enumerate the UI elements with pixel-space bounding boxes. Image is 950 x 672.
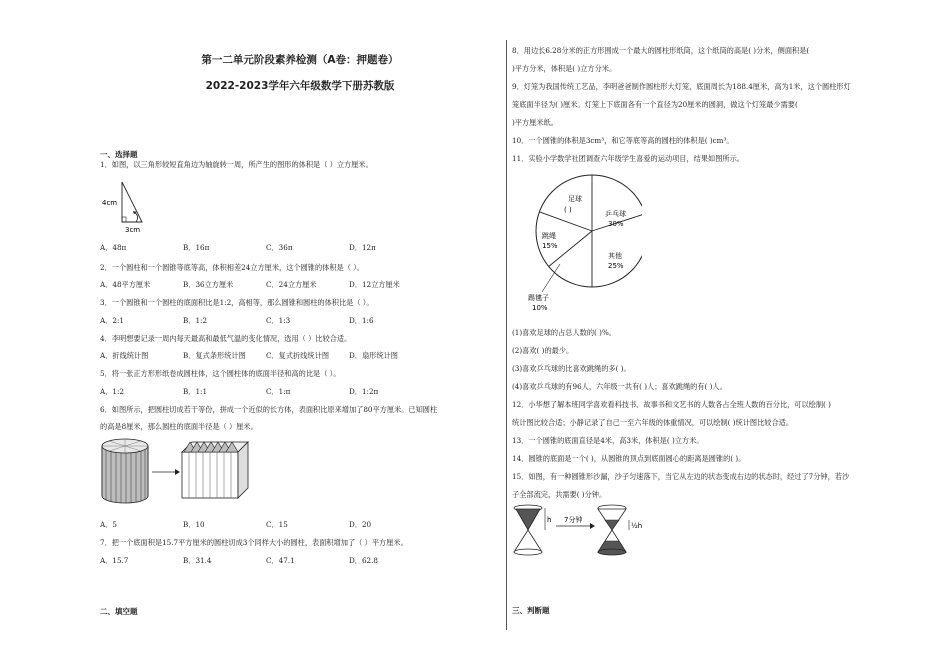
cylinder-cut-figure <box>100 436 250 508</box>
pie-pct-shuttlecock: 10% <box>532 304 548 312</box>
q2-option-b[interactable]: B．36立方厘米 <box>183 280 234 289</box>
pie-label-pingpong: 乒乓球 <box>605 210 626 218</box>
question-15-line-1: 15．如图，有一种圆锥形沙漏，沙子匀速落下，当它从左边的状态变成右边的状态时，经过了7分钟，若沙 <box>512 472 850 481</box>
q1-option-b[interactable]: B．16π <box>183 243 210 252</box>
exam-subtitle: 2022-2023学年六年级数学下册苏教版 <box>205 80 395 92</box>
hourglass-left <box>514 505 551 555</box>
question-11-part-1: (1)喜欢足球的占总人数的( )%。 <box>512 328 616 337</box>
q2-option-a[interactable]: A．48平方厘米 <box>100 280 151 289</box>
sliced-cylinder <box>102 439 148 503</box>
question-11: 11．实验小学数学社团调查六年级学生喜爱的运动项目，结果如图所示。 <box>512 154 744 163</box>
question-14: 14．圆锥的底面是一个( )，从圆锥的顶点到底面圆心的距离是圆锥的( )。 <box>512 454 746 463</box>
section-fill-blank: 二、填空题 <box>100 607 138 616</box>
q1-option-c[interactable]: C．36π <box>266 243 293 252</box>
q3-option-b[interactable]: B．1:2 <box>183 316 208 325</box>
pie-label-shuttlecock: 踢毽子 <box>528 294 549 302</box>
q6-option-c[interactable]: C．15 <box>266 520 288 529</box>
q4-option-d[interactable]: D．扇形统计图 <box>349 351 398 360</box>
question-7: 7．把一个底面积是15.7平方厘米的圆柱切成3个同样大小的圆柱，表面积增加了（ ）平方厘米。 <box>100 538 408 547</box>
q7-option-a[interactable]: A．15.7 <box>100 556 129 565</box>
section-choice: 一、选择题 <box>100 150 138 159</box>
hourglass-half-height-label: ½h <box>631 522 643 530</box>
question-2: 2．一个圆柱和一个圆锥等底等高，体积相差24立方厘米，这个圆锥的体积是（ ）。 <box>100 263 364 272</box>
q7-option-c[interactable]: C．47.1 <box>266 556 295 565</box>
pie-label-jumprope: 跳绳 <box>542 232 556 240</box>
hourglass-height-label: h <box>547 516 552 524</box>
pie-label-other: 其他 <box>608 252 622 260</box>
question-9-line-2: 笼底面半径为( )厘米。灯笼上下底面各有一个直径为20厘米的圆洞，做这个灯笼最少需要( <box>512 100 798 109</box>
hourglass-time-label: 7分钟 <box>564 516 583 524</box>
arrow-icon <box>556 515 595 529</box>
q5-option-d[interactable]: D．1:2π <box>349 387 379 396</box>
q6-option-b[interactable]: B．10 <box>183 520 205 529</box>
approx-cuboid <box>182 442 248 498</box>
q3-option-d[interactable]: D．1:6 <box>349 316 374 325</box>
column-divider <box>506 40 507 630</box>
pie-label-football: 足球 <box>568 195 582 203</box>
q1-option-d[interactable]: D．12π <box>349 243 376 252</box>
question-11-part-2: (2)喜欢( )的最少。 <box>512 346 574 355</box>
q2-option-c[interactable]: C．24立方厘米 <box>266 280 317 289</box>
pie-pct-football: ( ) <box>564 206 572 214</box>
question-15-line-2: 子全部流完，共需要( )分钟。 <box>512 490 607 499</box>
question-12-line-1: 12．小华想了解本班同学喜欢看科技书、故事书和文艺书的人数各占全班人数的百分比，可以绘制( ) <box>512 400 831 409</box>
question-11-part-3: (3)喜欢乒乓球的比喜欢跳绳的多( )。 <box>512 364 631 373</box>
question-9-line-1: 9．灯笼为我国传统工艺品，李明爸爸制作圆柱形大灯笼，底面周长为188.4厘米，高为1米，这个圆柱形灯 <box>512 82 851 91</box>
q7-option-d[interactable]: D．62.8 <box>349 556 378 565</box>
q5-option-b[interactable]: B．1:1 <box>183 387 208 396</box>
question-12-line-2: 统计图比较合适；小静记录了自己一至六年级的体重情况，可以绘制( )统计图比较合适。 <box>512 418 794 427</box>
question-6-line-2: 的高是8厘米，那么圆柱的底面半径是（ ）厘米。 <box>100 422 258 431</box>
section-true-false: 三、判断题 <box>512 606 550 615</box>
triangle-base-label: 3cm <box>125 226 141 234</box>
pie-pct-pingpong: 30% <box>608 220 624 228</box>
question-4: 4．李明想要记录一周内每天最高和最低气温的变化情况，选用（ ）比较合适。 <box>100 334 352 343</box>
q2-option-d[interactable]: D．12立方厘米 <box>349 280 400 289</box>
q3-option-a[interactable]: A．2:1 <box>100 316 124 325</box>
question-1: 1．如图，以三角形较短直角边为轴旋转一周，所产生的图形的体积是（ ）立方厘米。 <box>100 160 373 169</box>
q7-option-b[interactable]: B．31.4 <box>183 556 212 565</box>
q5-option-a[interactable]: A．1:2 <box>100 387 124 396</box>
q3-option-c[interactable]: C．1:3 <box>266 316 291 325</box>
exam-title: 第一二单元阶段素养检测（A卷：押题卷） <box>201 54 399 66</box>
q6-option-a[interactable]: A．5 <box>100 520 117 529</box>
question-6-line-1: 6．如图所示，把圆柱切成若干等份，拼成一个近似的长方体，表面积比原来增加了80平方厘米。已知圆柱 <box>100 405 438 414</box>
triangle-figure <box>100 176 160 236</box>
arrow-icon <box>152 469 180 475</box>
q5-option-c[interactable]: C．1:π <box>266 387 291 396</box>
sports-pie-chart <box>522 166 642 318</box>
q4-option-b[interactable]: B．复式条形统计图 <box>183 351 246 360</box>
question-13: 13．一个圆锥的底面直径是4米，高3米，体积是( )立方米。 <box>512 436 704 445</box>
question-9-line-3: )平方厘米纸。 <box>512 118 558 127</box>
q6-option-d[interactable]: D．20 <box>349 520 372 529</box>
question-8-line-1: 8．用边长6.28分米的正方形围成一个最大的圆柱形纸筒，这个纸筒的高是( )分米，侧面积是( <box>512 46 810 55</box>
question-8-line-2: )平方分米，体积是( )立方分米。 <box>512 64 617 73</box>
pie-pct-other: 25% <box>608 262 624 270</box>
question-10: 10．一个圆锥的体积是3cm³，和它等底等高的圆柱的体积是( )cm³。 <box>512 136 734 145</box>
hourglass-figure <box>512 502 672 562</box>
triangle-height-label: 4cm <box>102 199 118 207</box>
q4-option-c[interactable]: C．复式折线统计图 <box>266 351 330 360</box>
q1-option-a[interactable]: A．48π <box>100 243 127 252</box>
hourglass-right <box>598 505 642 555</box>
pie-pct-jumprope: 15% <box>542 242 558 250</box>
question-3: 3．一个圆锥和一个圆柱的底面积比是1:2，高相等，那么圆锥和圆柱的体积比是（ ）。 <box>100 298 374 307</box>
question-11-part-4: (4)喜欢乒乓球的有96人，六年级一共有( )人；喜欢跳绳的有( )人。 <box>512 382 727 391</box>
question-5: 5．将一张正方形形纸卷成圆柱体，这个圆柱体的底面半径和高的比是（ ）。 <box>100 369 341 378</box>
q4-option-a[interactable]: A．折线统计图 <box>100 351 149 360</box>
